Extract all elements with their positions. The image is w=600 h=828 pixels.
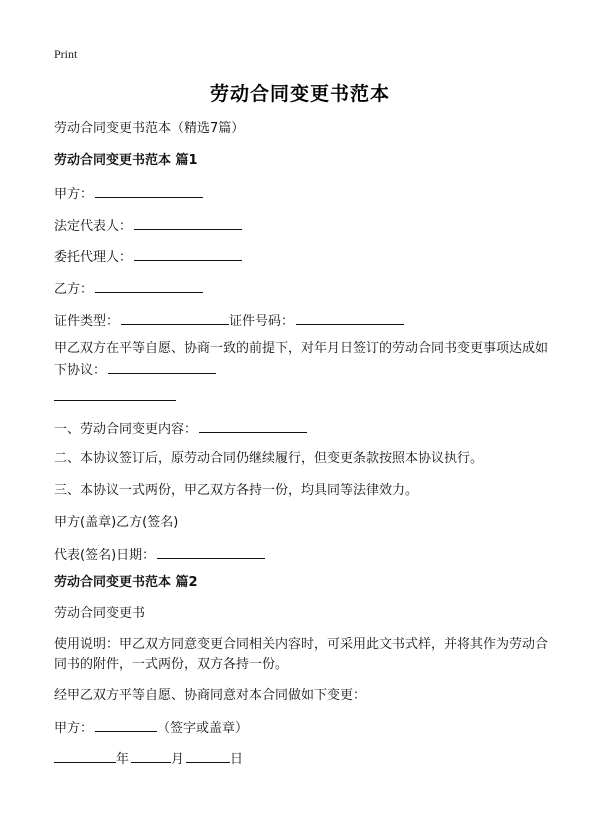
- legal-rep-label: 法定代表人：: [54, 219, 133, 234]
- document-subtitle: 劳动合同变更书范本（精选7篇）: [54, 121, 245, 136]
- party-b-blank[interactable]: [95, 278, 203, 293]
- standalone-blank[interactable]: [54, 400, 176, 401]
- legal-rep-blank[interactable]: [134, 215, 242, 230]
- party-b-line: [54, 278, 203, 300]
- sign-or-seal-text: （签字或盖章）: [157, 721, 249, 736]
- item2-text: 二、本协议签订后，原劳动合同仍继续履行，但变更条款按照本协议执行。: [54, 451, 484, 466]
- id-line: [54, 310, 404, 332]
- item1-blank[interactable]: [199, 418, 307, 433]
- day-label: 日: [230, 752, 244, 767]
- document-title: 劳动合同变更书范本: [209, 83, 390, 105]
- year-label: 年: [116, 752, 130, 767]
- sign-text: 甲方(盖章)乙方(签名): [54, 515, 179, 530]
- day-blank[interactable]: [186, 748, 230, 763]
- date-line: [54, 748, 243, 770]
- item1-label: 一、劳动合同变更内容：: [54, 422, 198, 437]
- year-blank[interactable]: [54, 748, 116, 763]
- party-a-line: [54, 183, 203, 205]
- party-b-label: 乙方：: [54, 282, 94, 297]
- part2-party-a-blank[interactable]: [95, 717, 157, 732]
- agree-text: 经甲乙双方平等自愿、协商同意对本合同做如下变更：: [54, 688, 367, 703]
- part1-heading: 劳动合同变更书范本 篇1: [54, 153, 198, 168]
- part2-doc-name: 劳动合同变更书: [54, 606, 146, 621]
- part2-heading: 劳动合同变更书范本 篇2: [54, 575, 198, 590]
- id-type-label: 证件类型：: [54, 314, 120, 329]
- agent-blank[interactable]: [134, 246, 242, 261]
- rep-date-line: [54, 544, 265, 566]
- month-label: 月: [171, 752, 185, 767]
- print-label: Print: [54, 47, 78, 61]
- agent-line: [54, 246, 242, 268]
- rep-date-blank[interactable]: [157, 544, 265, 559]
- intro-text: 甲乙双方在平等自愿、协商一致的前提下，对年月日签订的劳动合同书变更事项达成如下协议：: [54, 341, 549, 378]
- item3-text: 三、本协议一式两份，甲乙双方各持一份，均具同等法律效力。: [54, 483, 419, 498]
- legal-rep-line: [54, 215, 242, 237]
- id-number-blank[interactable]: [296, 310, 404, 325]
- intro-blank[interactable]: [108, 359, 216, 374]
- party-a-label: 甲方：: [54, 187, 94, 202]
- usage-note: 使用说明：甲乙双方同意变更合同相关内容时，可采用此文书式样，并将其作为劳动合同书的附件，一式两份，双方各持一份。: [54, 637, 549, 672]
- part2-party-a-line: [54, 717, 248, 739]
- id-number-label: 证件号码：: [229, 314, 295, 329]
- rep-date-label: 代表(签名)日期：: [54, 548, 156, 563]
- item1-line: [54, 418, 307, 440]
- intro-paragraph: [54, 339, 554, 381]
- agent-label: 委托代理人：: [54, 250, 133, 265]
- part2-party-a-label: 甲方：: [54, 721, 94, 736]
- month-blank[interactable]: [131, 748, 171, 763]
- id-type-blank[interactable]: [121, 310, 229, 325]
- party-a-blank[interactable]: [95, 183, 203, 198]
